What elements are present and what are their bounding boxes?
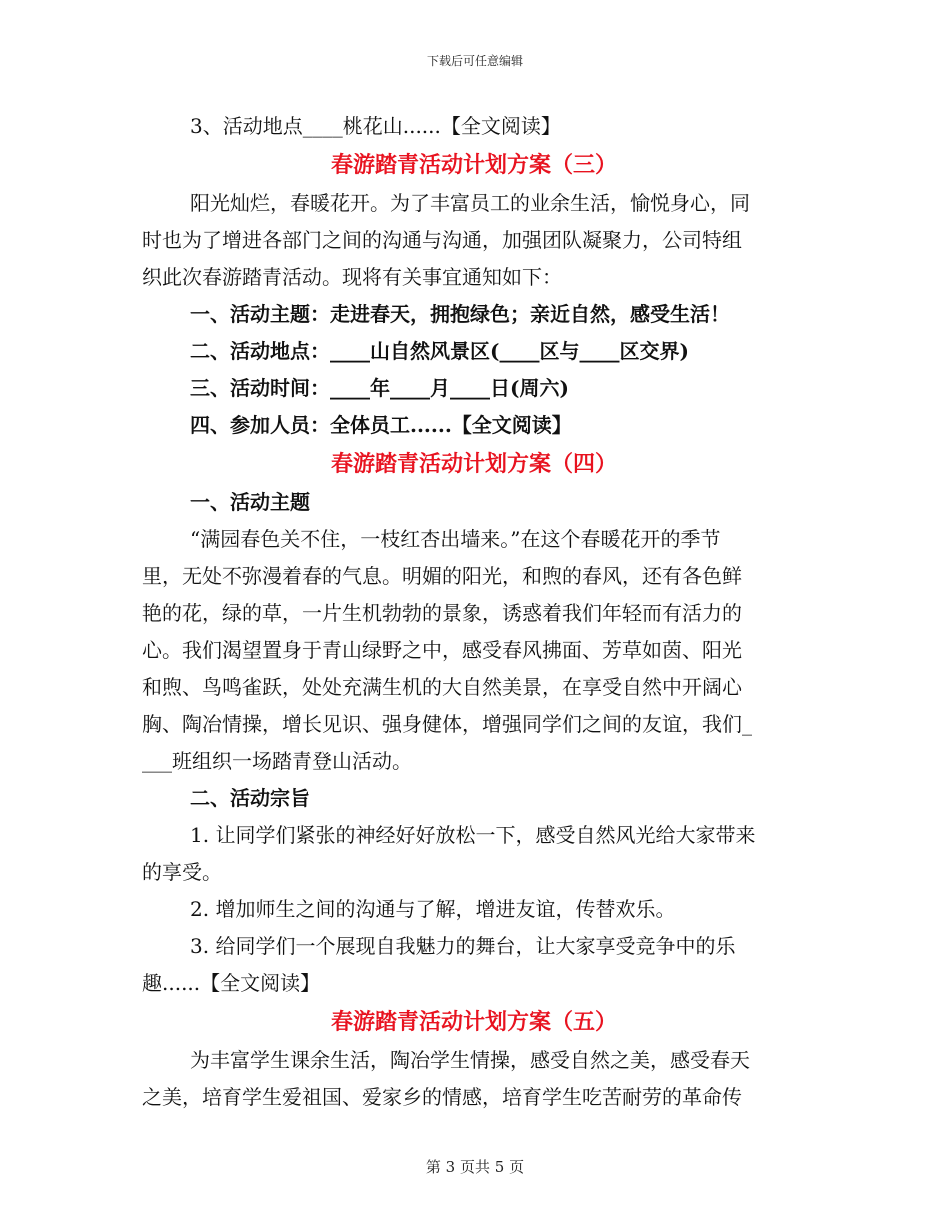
section4-heading-purpose: 二、活动宗旨 (190, 786, 310, 810)
section3-intro-line-2: 时也为了增进各部门之间的沟通与沟通，加强团队凝聚力，公司特组 (142, 228, 742, 252)
section3-item-location: 二、活动地点：____山自然风景区(____区与____区交界) (190, 339, 689, 363)
section4-para-line-6: 胸、陶冶情操，增长见识、强身健体，增强同学们之间的友谊，我们_ (142, 712, 752, 736)
section3-item-time: 三、活动时间：____年____月____日(周六) (190, 376, 569, 400)
page-header: 下载后可任意编辑 (426, 54, 523, 68)
section4-purpose-line-4: 3. 给同学们一个展现自我魅力的舞台，让大家享受竞争中的乐 (190, 934, 736, 958)
section3-intro-line-3: 织此次春游踏青活动。现将有关事宜通知如下： (142, 265, 562, 289)
section2-tail (142, 108, 806, 145)
section4-para-line-5: 和煦、鸟鸣雀跃，处处充满生机的大自然美景，在享受自然中开阔心 (142, 675, 742, 699)
section4-heading-theme: 一、活动主题 (190, 490, 310, 514)
section4-para-line-1: “满园春色关不住，一枝红杏出墙来。”在这个春暖花开的季节 (190, 527, 721, 551)
section4-purpose-line-3: 2. 增加师生之间的沟通与了解，增进友谊，传替欢乐。 (190, 897, 676, 921)
read-full-link[interactable]: 【全文阅读】 (200, 971, 321, 995)
section5-line-2: 之美，培育学生爱祖国、爱家乡的情感，培育学生吃苦耐劳的革命传 (142, 1085, 742, 1109)
section4-purpose-tail: 趣...... (142, 971, 201, 995)
section3-item-theme: 一、活动主题：走进春天，拥抱绿色；亲近自然，感受生活！ (190, 302, 730, 326)
section2-tail-text: 3、活动地点____桃花山...... (190, 114, 441, 138)
section5-line-1: 为丰富学生课余生活，陶冶学生情操，感受自然之美，感受春天 (190, 1048, 750, 1072)
section4-para-line-3: 艳的花，绿的草，一片生机勃勃的景象，诱惑着我们年轻而有活力的 (142, 601, 742, 625)
section4-para-line-4: 心。我们渴望置身于青山绿野之中，感受春风拂面、芳草如茵、阳光 (142, 638, 742, 662)
section4-para-line-2: 里，无处不弥漫着春的气息。明媚的阳光，和煦的春风，还有各色鲜 (142, 564, 742, 588)
section3-title: 春游踏青活动计划方案（三） (330, 152, 617, 178)
document-body (142, 108, 806, 1116)
section4-para-line-7: ___班组织一场踏青登山活动。 (142, 749, 412, 773)
page-footer: 第 3 页共 5 页 (425, 1158, 525, 1176)
section3-participants-text: 四、参加人员：全体员工...... (190, 413, 452, 437)
section5-title: 春游踏青活动计划方案（五） (330, 1009, 617, 1035)
section3-intro-line-1: 阳光灿烂，春暖花开。为了丰富员工的业余生活，愉悦身心，同 (190, 191, 750, 215)
read-full-link[interactable]: 【全文阅读】 (440, 114, 561, 138)
section4-title: 春游踏青活动计划方案（四） (330, 451, 617, 477)
section3-item-participants (142, 407, 806, 444)
section4-purpose-line-1: 1. 让同学们紧张的神经好好放松一下，感受自然风光给大家带来 (190, 823, 756, 847)
section4-purpose-line-2: 的享受。 (142, 860, 222, 884)
read-full-link[interactable]: 【全文阅读】 (451, 413, 572, 437)
section4-purpose-line-5 (142, 965, 806, 1002)
